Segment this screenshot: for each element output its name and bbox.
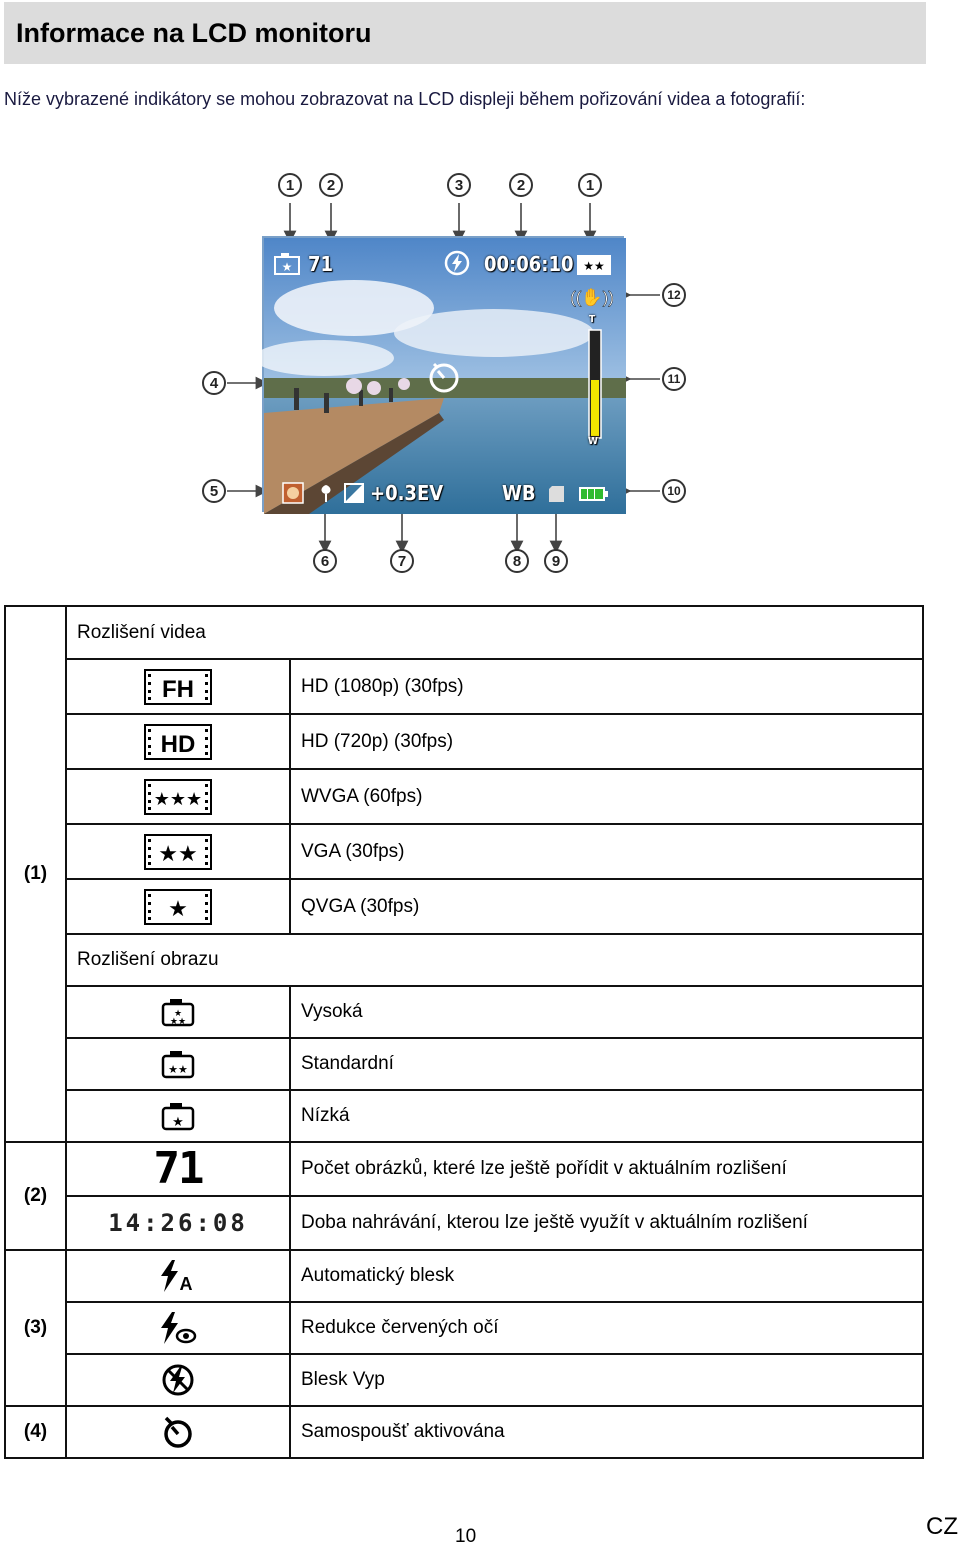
svg-text:★★: ★★ [168, 1064, 188, 1076]
flash-auto-icon [158, 1259, 198, 1293]
callout-9: 9 [544, 549, 568, 573]
svg-text:★: ★ [281, 260, 293, 274]
table-label: QVGA (30fps) [290, 879, 923, 934]
callout-11: 11 [662, 367, 686, 391]
svg-text:A: A [179, 1274, 193, 1294]
callout-6: 6 [313, 549, 337, 573]
page-title: Informace na LCD monitoru [16, 17, 372, 48]
shot-count-sample: 71 [153, 1143, 203, 1194]
table-icon-cell [66, 1142, 290, 1196]
table-icon-cell [66, 986, 290, 1038]
callout-8: 8 [505, 549, 529, 573]
group-label-2: (2) [5, 1142, 66, 1250]
group-label-3: (3) [5, 1250, 66, 1406]
table-label: Doba nahrávání, kterou lze ještě využít v aktuálním rozlišení [290, 1196, 923, 1250]
one-star-film-icon [144, 889, 212, 925]
svg-text:★★★: ★★★ [153, 788, 203, 809]
callout-5: 5 [202, 479, 226, 503]
callout-1b: 1 [578, 173, 602, 197]
callout-4: 4 [202, 371, 226, 395]
two-star-film-icon [144, 834, 212, 870]
table-label: Standardní [290, 1038, 923, 1090]
callout-1: 1 [278, 173, 302, 197]
page-number: 10 [455, 1526, 477, 1547]
table-icon-cell [66, 659, 290, 714]
zoom-wide-label: W [588, 436, 598, 447]
flash-off-osd-icon [444, 250, 470, 276]
video-resolution-header: Rozlišení videa [66, 606, 923, 659]
camera-resolution-icon [274, 252, 300, 276]
three-star-film-icon [144, 779, 212, 815]
indicator-table [4, 605, 924, 1459]
intro-text: Níže vybrazené indikátory se mohou zobrazovat na LCD displeji během pořizování videa a fotografií: [4, 89, 806, 109]
group-label-1: (1) [5, 606, 66, 1142]
hd-icon [144, 724, 212, 760]
table-icon-cell [66, 1302, 290, 1354]
self-timer-icon [161, 1415, 195, 1449]
table-icon-cell [66, 1038, 290, 1090]
callout-12: 12 [662, 283, 686, 307]
exposure-icon [344, 483, 364, 503]
zoom-tele-label: T [589, 314, 596, 325]
osd-record-time: 00:06:10 [484, 252, 574, 276]
svg-text:★: ★ [168, 895, 188, 921]
osd-shot-count: 71 [308, 252, 334, 276]
language-code: CZ [926, 1513, 958, 1540]
lcd-screen-photo [262, 236, 624, 512]
callout-3: 3 [447, 173, 471, 197]
camera-one-star-icon [161, 1101, 195, 1131]
svg-text:★: ★ [173, 1008, 183, 1018]
zoom-bar [586, 318, 604, 450]
osd-ev-value: +0.3EV [370, 481, 444, 505]
table-label: HD (720p) (30fps) [290, 714, 923, 769]
stabilizer-hand-icon [570, 286, 614, 308]
table-icon-cell [66, 714, 290, 769]
table-label: Vysoká [290, 986, 923, 1038]
table-icon-cell [66, 1090, 290, 1142]
table-label: Počet obrázků, které lze ještě pořídit v aktuálním rozlišení [290, 1142, 923, 1196]
callout-2b: 2 [509, 173, 533, 197]
svg-text:★: ★ [172, 1114, 184, 1129]
svg-text:FH: FH [162, 675, 194, 703]
table-icon-cell [66, 824, 290, 879]
table-label: Automatický blesk [290, 1250, 923, 1302]
table-icon-cell [66, 1354, 290, 1406]
battery-icon [578, 486, 608, 502]
flash-redeye-icon [158, 1311, 198, 1345]
table-label: VGA (30fps) [290, 824, 923, 879]
table-label: Redukce červených očí [290, 1302, 923, 1354]
section-title-bar [4, 2, 926, 64]
lcd-diagram [190, 165, 700, 585]
table-label: Nízká [290, 1090, 923, 1142]
table-label: Blesk Vyp [290, 1354, 923, 1406]
table-icon-cell [66, 1250, 290, 1302]
osd-white-balance: WB [502, 481, 536, 505]
svg-text:HD: HD [160, 730, 196, 758]
video-resolution-osd-icon [576, 254, 612, 276]
table-icon-cell [66, 1406, 290, 1458]
group-label-4: (4) [5, 1406, 66, 1458]
svg-text:★★: ★★ [158, 840, 198, 866]
record-time-sample: 14:26:08 [108, 1209, 248, 1237]
callout-7: 7 [390, 549, 414, 573]
svg-text:★★: ★★ [169, 1016, 187, 1026]
image-resolution-header: Rozlišení obrazu [66, 934, 923, 986]
self-timer-osd-icon [426, 358, 462, 394]
table-icon-cell [66, 879, 290, 934]
camera-three-star-icon [161, 997, 195, 1027]
svg-text:★★: ★★ [583, 259, 605, 273]
flash-off-icon [161, 1363, 195, 1397]
table-icon-cell [66, 769, 290, 824]
memory-card-icon [548, 485, 566, 503]
table-label: WVGA (60fps) [290, 769, 923, 824]
table-icon-cell [66, 1196, 290, 1250]
svg-text:((✋)): ((✋)) [570, 288, 614, 307]
fh-icon [144, 669, 212, 705]
face-detect-icon [282, 482, 304, 504]
callout-10: 10 [662, 479, 686, 503]
macro-tulip-icon [316, 483, 336, 503]
callout-2: 2 [319, 173, 343, 197]
camera-two-star-icon [161, 1049, 195, 1079]
table-label: HD (1080p) (30fps) [290, 659, 923, 714]
table-label: Samospoušť aktivována [290, 1406, 923, 1458]
